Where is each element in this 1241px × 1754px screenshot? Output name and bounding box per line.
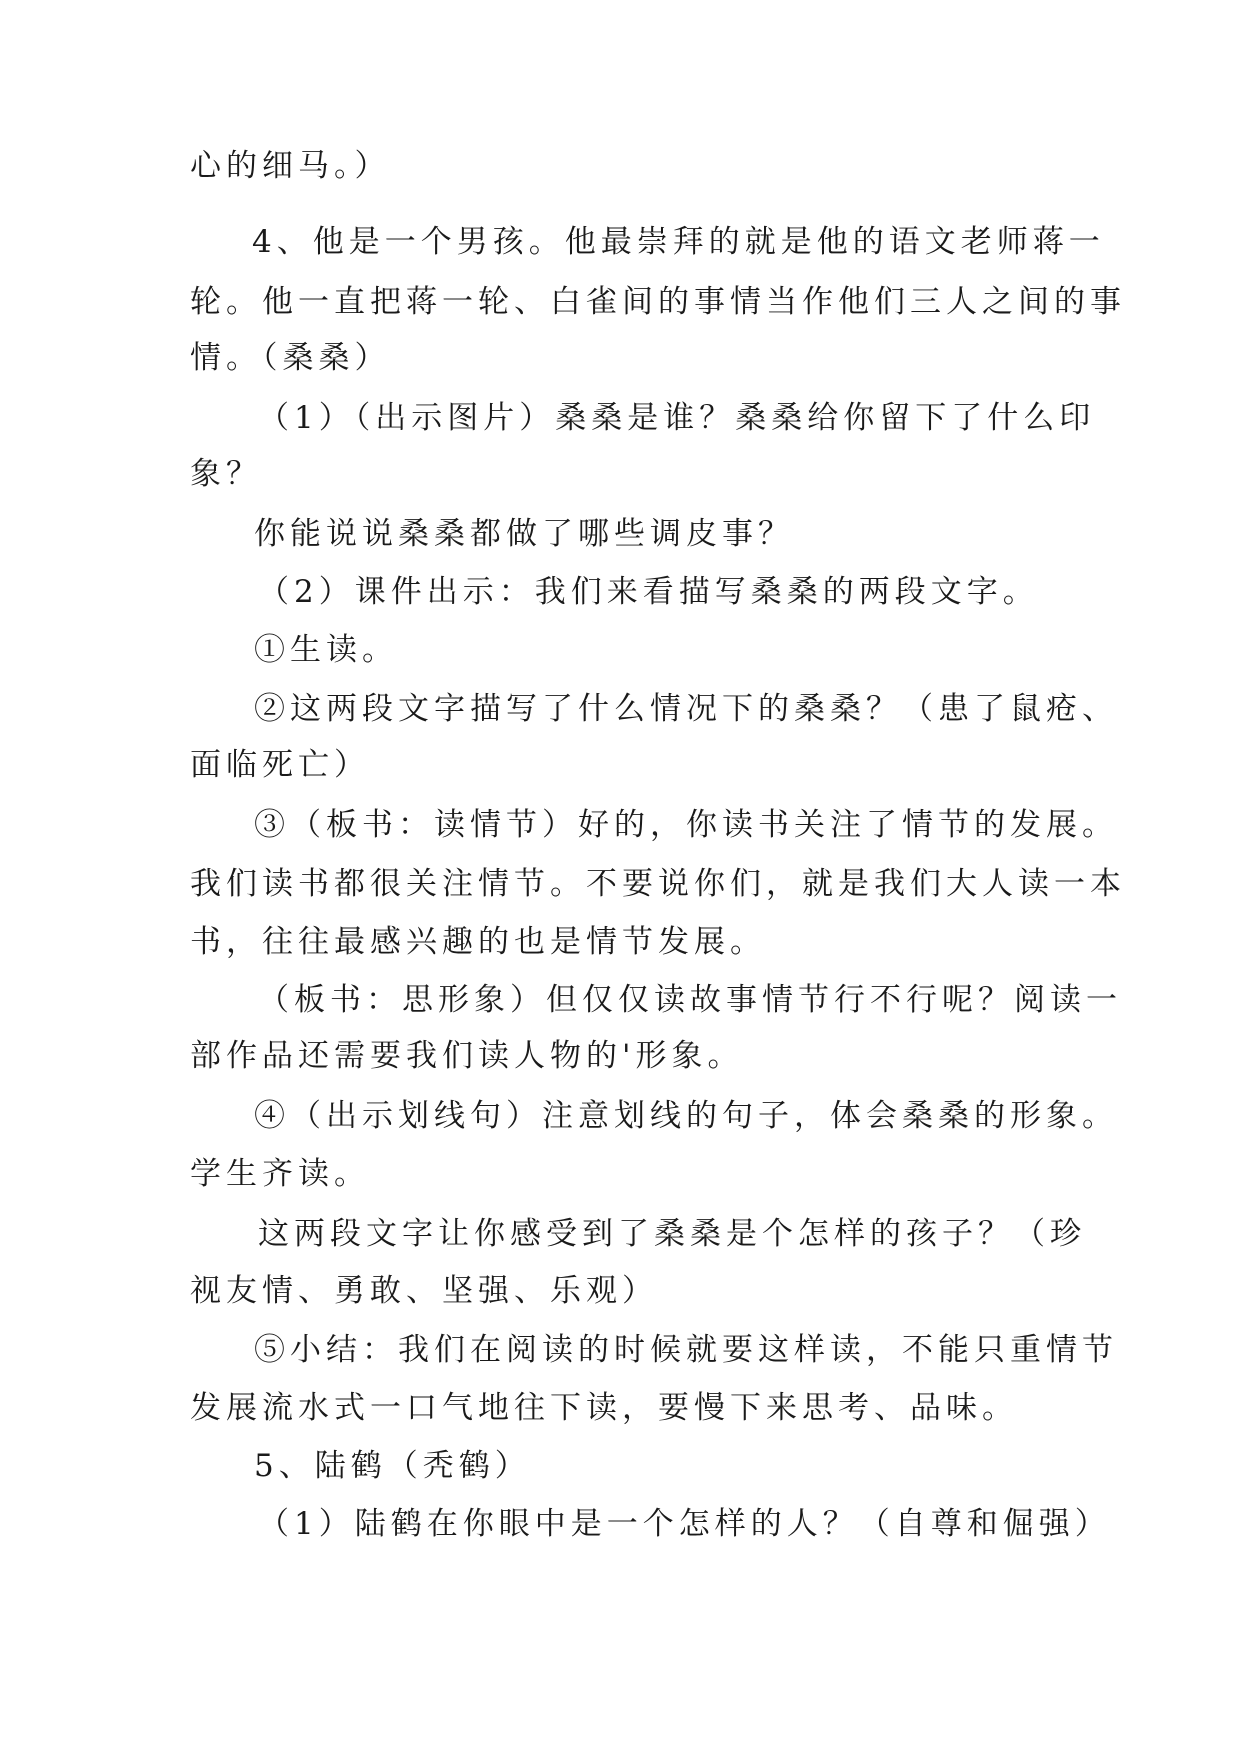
text-line-5: （1）（出示图片）桑桑是谁？桑桑给你留下了什么印 — [258, 400, 1096, 436]
text-line-16: 部作品还需要我们读人物的'形象。 — [190, 1038, 744, 1074]
text-line-6: 象？ — [190, 456, 262, 492]
text-line-17: ④（出示划线句）注意划线的句子，体会桑桑的形象。 — [254, 1098, 1118, 1134]
text-line-18: 学生齐读。 — [190, 1156, 370, 1192]
text-line-23: 5、陆鹤（秃鹤） — [254, 1448, 531, 1484]
text-line-7: 你能说说桑桑都做了哪些调皮事？ — [254, 516, 794, 552]
text-line-2: 4、他是一个男孩。他最崇拜的就是他的语文老师蒋一 — [252, 224, 1105, 260]
text-line-20: 视友情、勇敢、坚强、乐观） — [190, 1273, 658, 1309]
text-line-4: 情。（桑桑） — [190, 340, 391, 376]
text-line-21: ⑤小结：我们在阅读的时候就要这样读，不能只重情节 — [254, 1332, 1118, 1368]
text-line-19: 这两段文字让你感受到了桑桑是个怎样的孩子？（珍 — [258, 1216, 1086, 1252]
text-line-24: （1）陆鹤在你眼中是一个怎样的人？（自尊和倔强） — [258, 1506, 1111, 1542]
text-line-8: （2）课件出示：我们来看描写桑桑的两段文字。 — [258, 574, 1039, 610]
text-line-9: ①生读。 — [254, 632, 398, 668]
text-line-14: 书，往往最感兴趣的也是情节发展。 — [190, 924, 766, 960]
text-line-10: ②这两段文字描写了什么情况下的桑桑？（患了鼠疮、 — [254, 691, 1118, 727]
text-line-1: 心的细马。） — [190, 148, 391, 184]
text-line-13: 我们读书都很关注情节。不要说你们，就是我们大人读一本 — [190, 866, 1126, 902]
text-line-3: 轮。他一直把蒋一轮、白雀间的事情当作他们三人之间的事 — [190, 284, 1126, 320]
text-line-15: （板书：思形象）但仅仅读故事情节行不行呢？阅读一 — [258, 982, 1122, 1018]
text-line-22: 发展流水式一口气地往下读，要慢下来思考、品味。 — [190, 1390, 1018, 1426]
text-line-11: 面临死亡） — [190, 747, 370, 783]
text-line-12: ③（板书：读情节）好的，你读书关注了情节的发展。 — [254, 807, 1118, 843]
